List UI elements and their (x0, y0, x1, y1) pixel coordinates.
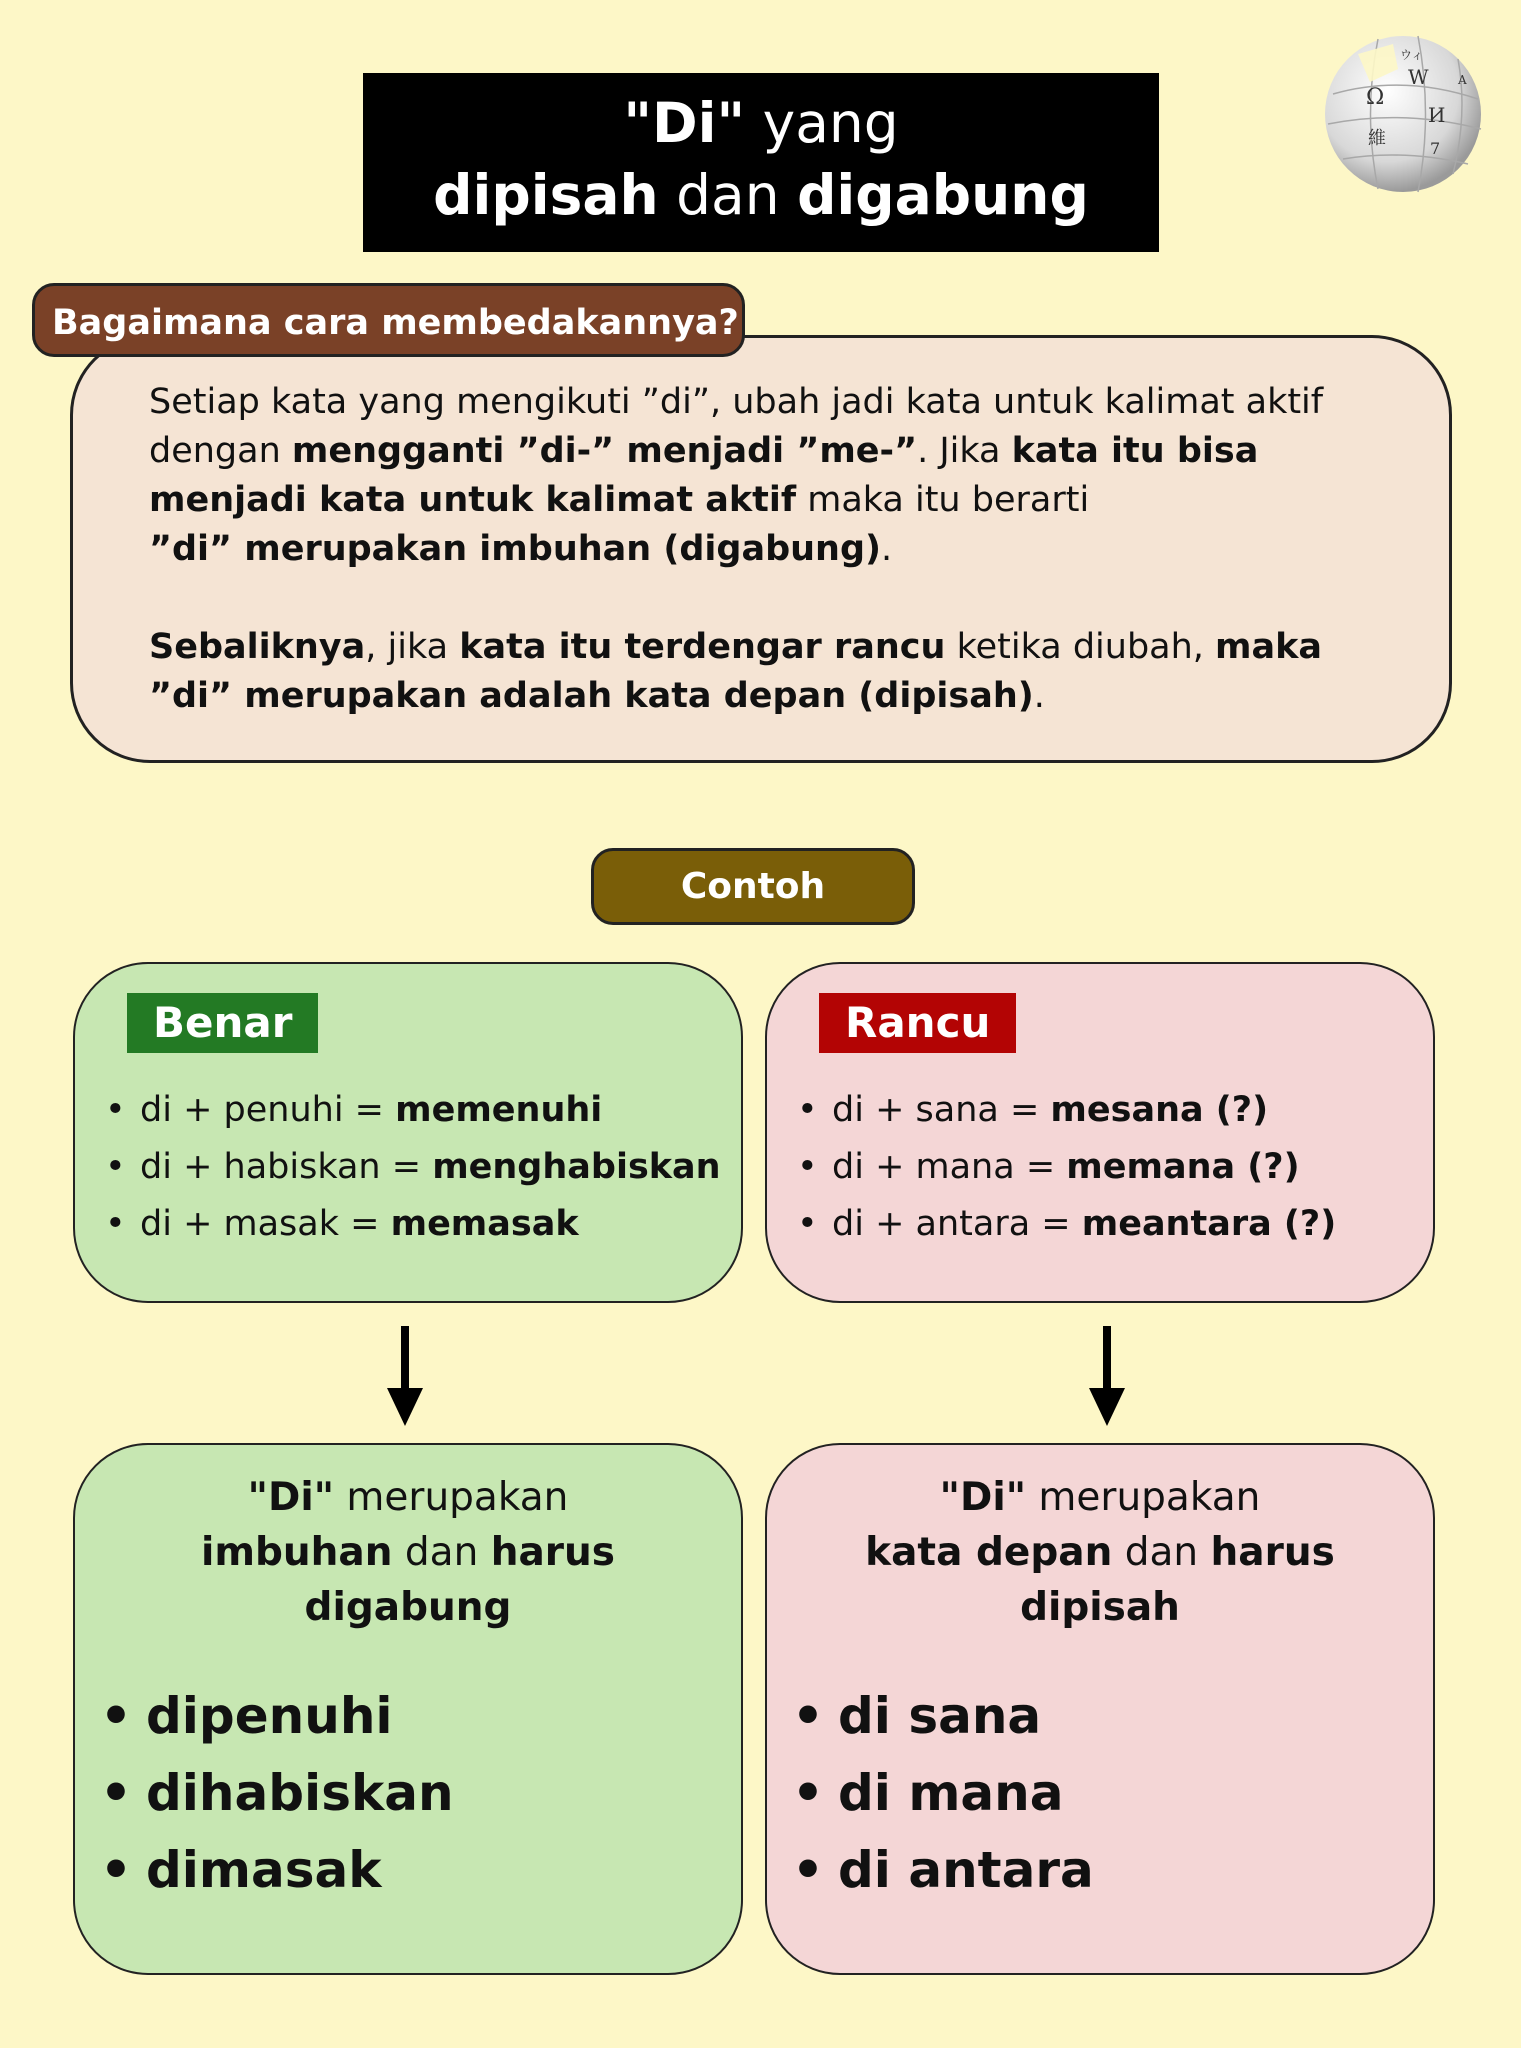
benar-label: Benar (127, 993, 318, 1053)
result-imbuhan-list (100, 1678, 454, 1909)
question-heading: Bagaimana cara membedakannya? (32, 283, 745, 357)
example-heading: Contoh (591, 848, 915, 925)
list-item: • di sana (792, 1678, 1094, 1755)
result-kata-depan-list (792, 1678, 1094, 1909)
list-item: • dihabiskan (100, 1755, 454, 1832)
list-item: • di + sana = mesana (?) (797, 1082, 1336, 1139)
svg-text:W: W (1408, 65, 1429, 89)
list-item: • di + masak = memasak (105, 1196, 721, 1253)
title-line-1: "Di" yang (623, 91, 899, 155)
explanation-paragraph-1: Setiap kata yang mengikuti ”di”, ubah jadi kata untuk kalimat aktif dengan mengganti ”di-” menjadi ”me-”. Jika kata itu bisa menjadi kata untuk kalimat aktif maka itu berarti ”di” merupakan imbuhan (digabung). (149, 382, 1324, 569)
list-item: • di antara (792, 1832, 1094, 1909)
title-line-2: dipisah dan digabung (433, 163, 1089, 227)
list-item: • di + antara = meantara (?) (797, 1196, 1336, 1253)
explanation-paragraph-2: Sebaliknya, jika kata itu terdengar rancu ketika diubah, maka ”di” merupakan adalah kata depan (dipisah). (149, 627, 1323, 716)
list-item: • dipenuhi (100, 1678, 454, 1755)
list-item: • di mana (792, 1755, 1094, 1832)
result-kata-depan-panel (765, 1443, 1435, 1975)
svg-text:維: 維 (1368, 128, 1386, 149)
benar-list (105, 1082, 721, 1253)
svg-text:ウィ: ウィ (1400, 48, 1424, 62)
rancu-list (797, 1082, 1336, 1253)
page-title (363, 73, 1159, 252)
svg-text:И: И (1428, 103, 1446, 127)
rancu-label: Rancu (819, 993, 1016, 1053)
arrow-down-icon (1087, 1326, 1127, 1426)
list-item: • di + habiskan = menghabiskan (105, 1139, 721, 1196)
rancu-panel (765, 962, 1435, 1303)
svg-text:A: A (1458, 73, 1467, 87)
result-imbuhan-panel (73, 1443, 743, 1975)
arrow-down-icon (385, 1326, 425, 1426)
svg-text:Ω: Ω (1366, 85, 1385, 110)
list-item: • dimasak (100, 1832, 454, 1909)
benar-panel (73, 962, 743, 1303)
result-imbuhan-heading: "Di" merupakan imbuhan dan harus digabung (200, 1475, 615, 1630)
list-item: • di + penuhi = memenuhi (105, 1082, 721, 1139)
wikipedia-globe-icon (1318, 24, 1488, 194)
svg-text:7: 7 (1430, 139, 1441, 158)
list-item: • di + mana = memana (?) (797, 1139, 1336, 1196)
result-kata-depan-heading: "Di" merupakan kata depan dan harus dipisah (865, 1475, 1335, 1630)
explanation-box (70, 335, 1452, 763)
